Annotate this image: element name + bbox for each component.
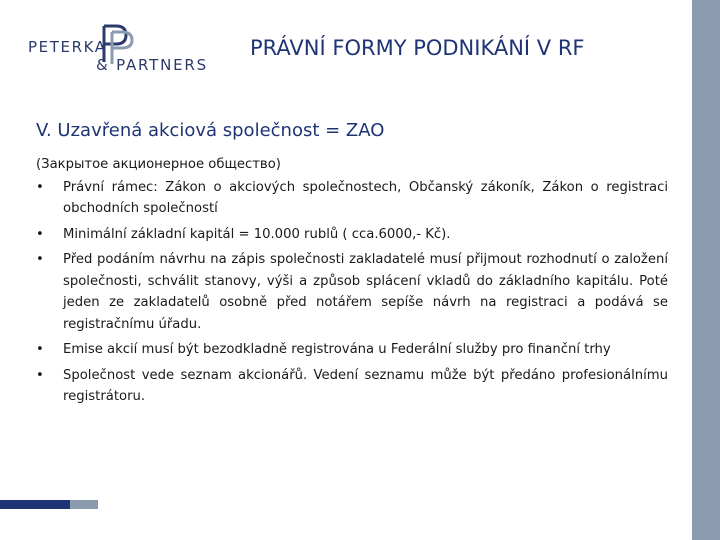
- logo-text-partners: & PARTNERS: [96, 56, 208, 74]
- list-item-text: Společnost vede seznam akcionářů. Vedení seznamu může být předáno profesionálnímu registrátoru.: [63, 367, 668, 404]
- list-item: [36, 177, 668, 220]
- slide-content: [36, 154, 668, 412]
- logo-text-peterka: PETERKA: [28, 38, 107, 56]
- list-item: [36, 339, 668, 361]
- list-item-text: Právní rámec: Zákon o akciových společnostech, Občanský zákoník, Zákon o registraci obchodních společností: [63, 179, 668, 216]
- bullet-icon: •: [36, 226, 44, 242]
- bullet-icon: •: [36, 252, 44, 267]
- list-item-text: Minimální základní kapitál = 10.000 rublů ( cca.6000,- Kč).: [63, 226, 451, 242]
- bullet-icon: •: [36, 367, 44, 383]
- russian-subtitle: (Закрытое акционерное общество): [36, 157, 281, 172]
- section-heading: V. Uzavřená akciová společnost = ZAO: [36, 120, 385, 141]
- list-item-text: Emise akcií musí být bezodkladně registrována u Federální služby pro finanční trhy: [63, 342, 611, 357]
- bottom-accent-dark: [0, 500, 70, 509]
- list-item: [36, 224, 668, 246]
- bullet-list: [36, 177, 668, 408]
- list-item-text: Před podáním návrhu na zápis společnosti zakladatelé musí přijmout rozhodnutí o založení společnosti, schválit stanovy, výši a způsob splácení vkladů do základního kapitálu. Poté jeden ze zakladatelů osobně před notářem sepíše návrh na registraci a podává se registračnímu úřadu.: [63, 252, 668, 332]
- bullet-icon: •: [36, 342, 44, 357]
- company-logo: [28, 24, 208, 76]
- bullet-icon: •: [36, 179, 44, 195]
- list-item: [36, 365, 668, 408]
- list-item: [36, 249, 668, 335]
- slide-title: PRÁVNÍ FORMY PODNIKÁNÍ V RF: [250, 36, 585, 60]
- right-decorative-bar: [692, 0, 720, 540]
- bottom-accent-light: [70, 500, 98, 509]
